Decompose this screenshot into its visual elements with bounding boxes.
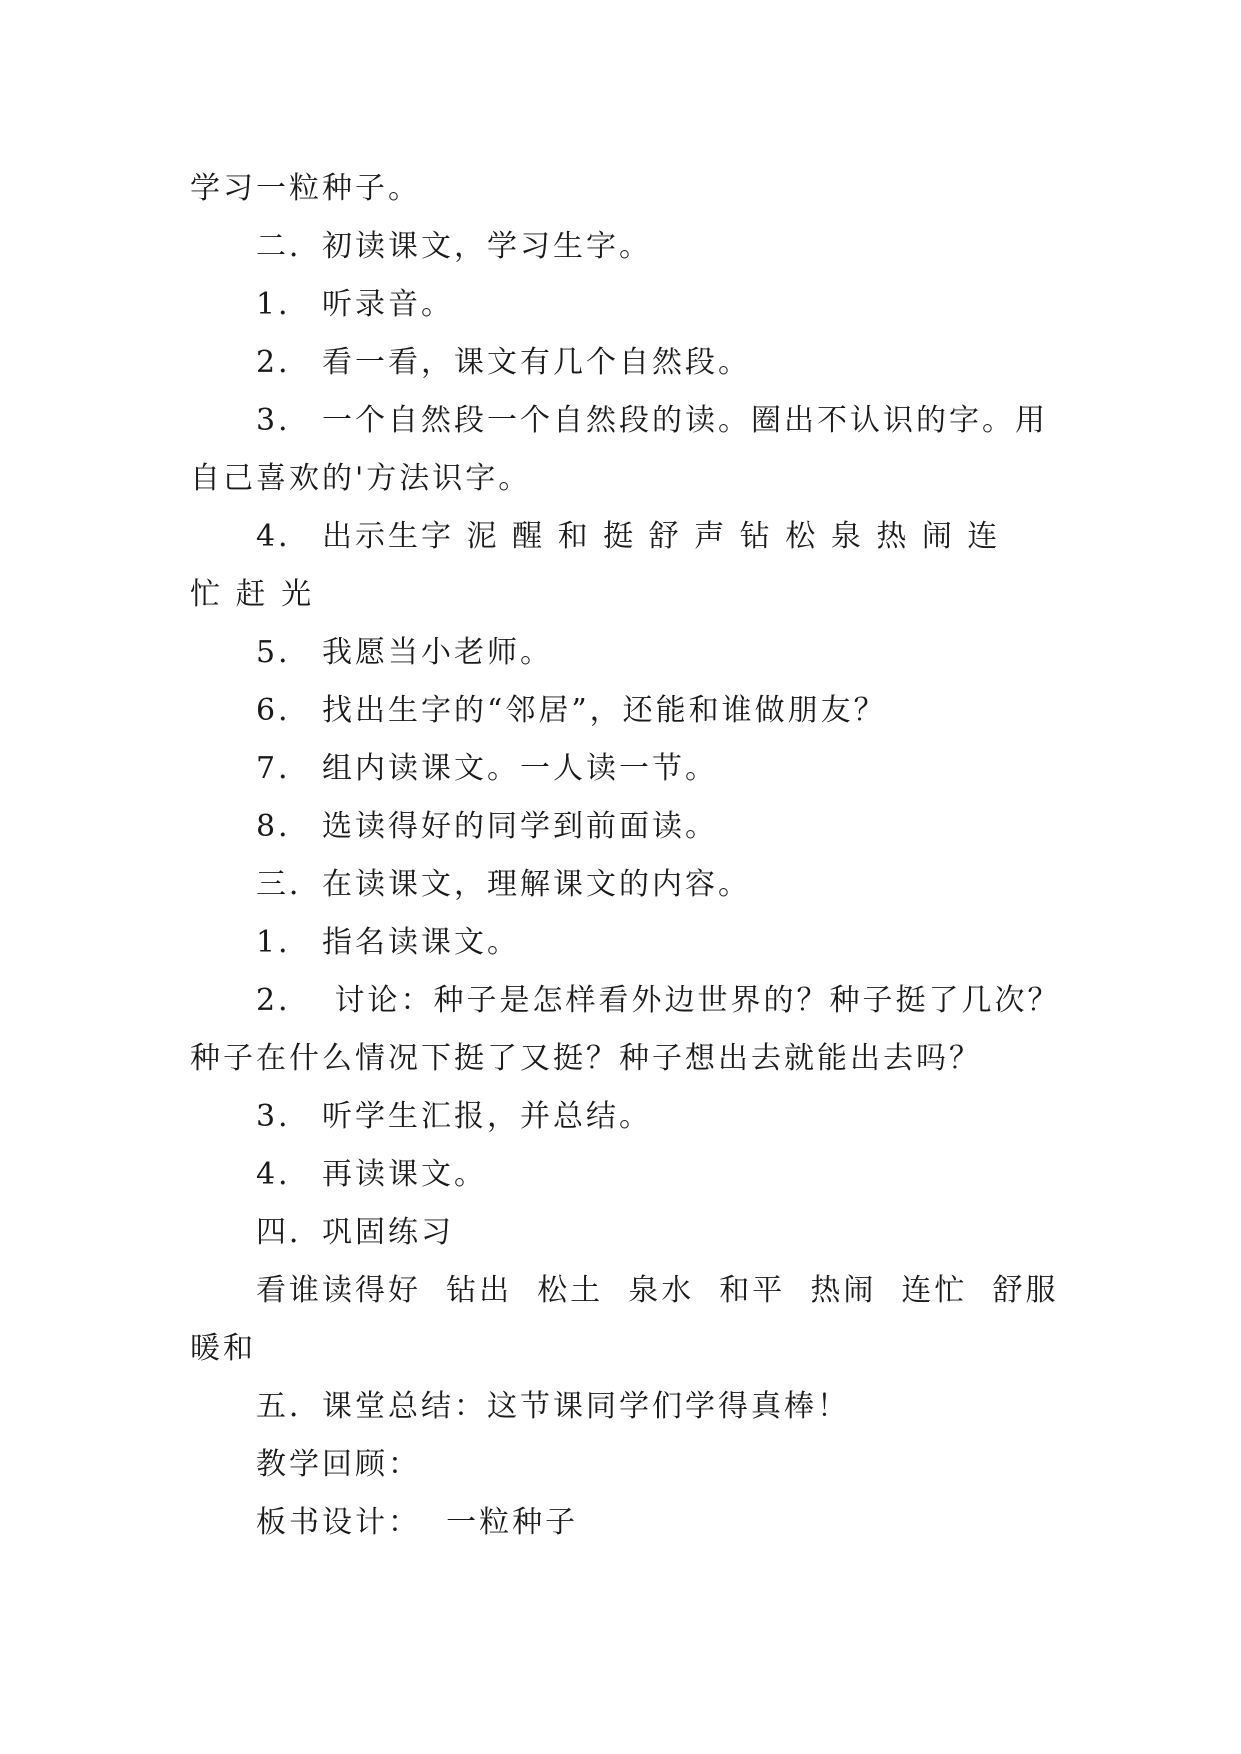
text-line	[190, 856, 1060, 914]
text-line	[190, 1088, 1060, 1146]
text-line	[190, 972, 1060, 1030]
line-text: 教学回顾：	[256, 1447, 421, 1482]
list-number: 2．	[256, 345, 312, 380]
text-line	[190, 450, 1060, 508]
text-line	[190, 334, 1060, 392]
line-text: 五．课堂总结：这节课同学们学得真棒！	[256, 1389, 850, 1424]
text-line	[190, 392, 1060, 450]
list-number: 5．	[256, 635, 312, 670]
list-number: 3．	[256, 1099, 312, 1134]
line-text: 学习一粒种子。	[190, 171, 421, 206]
text-line	[190, 1494, 1060, 1552]
list-number: 1．	[256, 925, 312, 960]
line-text: 出示生字 泥 醒 和 挺 舒 声 钻 松 泉 热 闹 连	[322, 519, 1001, 554]
line-text: 指名读课文。	[322, 925, 520, 960]
text-line	[190, 624, 1060, 682]
list-number: 4．	[256, 519, 312, 554]
text-line	[190, 1320, 1060, 1378]
text-line	[190, 914, 1060, 972]
list-number: 4．	[256, 1157, 312, 1192]
line-text: 选读得好的同学到前面读。	[322, 809, 718, 844]
list-number: 6．	[256, 693, 312, 728]
text-line	[190, 1030, 1060, 1088]
list-number: 8．	[256, 809, 312, 844]
line-text: 听学生汇报，并总结。	[322, 1099, 652, 1134]
line-text: 种子在什么情况下挺了又挺？种子想出去就能出去吗？	[190, 1041, 982, 1076]
line-text: 四．巩固练习	[256, 1215, 454, 1250]
line-text: 板书设计： 一粒种子	[256, 1505, 579, 1540]
list-number: 7．	[256, 751, 312, 786]
line-text: 我愿当小老师。	[322, 635, 553, 670]
text-line	[190, 160, 1060, 218]
line-text: 看一看，课文有几个自然段。	[322, 345, 751, 380]
line-text: 忙 赶 光	[190, 577, 315, 612]
text-line	[190, 276, 1060, 334]
list-number: 3．	[256, 403, 312, 438]
document-body	[190, 160, 1060, 1552]
list-number: 2．	[256, 983, 312, 1018]
text-line	[190, 682, 1060, 740]
text-line	[190, 740, 1060, 798]
line-text: 再读课文。	[322, 1157, 487, 1192]
line-text: 看谁读得好 钻出 松土 泉水 和平 热闹 连忙 舒服	[256, 1273, 1059, 1308]
line-text: 一个自然段一个自然段的读。圈出不认识的字。用	[322, 403, 1048, 438]
line-text: 组内读课文。一人读一节。	[322, 751, 718, 786]
text-line	[190, 1378, 1060, 1436]
line-text: 找出生字的“邻居”，还能和谁做朋友？	[322, 693, 887, 728]
line-text: 听录音。	[322, 287, 454, 322]
line-text: 三．在读课文，理解课文的内容。	[256, 867, 751, 902]
text-line	[190, 1204, 1060, 1262]
text-line	[190, 566, 1060, 624]
text-line	[190, 218, 1060, 276]
text-line	[190, 1262, 1060, 1320]
text-line	[190, 508, 1060, 566]
line-text: 暖和	[190, 1331, 256, 1366]
text-line	[190, 1436, 1060, 1494]
line-text: 自己喜欢的'方法识字。	[190, 461, 532, 496]
line-text: 二．初读课文，学习生字。	[256, 229, 652, 264]
text-line	[190, 1146, 1060, 1204]
list-number: 1．	[256, 287, 312, 322]
line-text: 讨论：种子是怎样看外边世界的？种子挺了几次？	[322, 983, 1061, 1018]
text-line	[190, 798, 1060, 856]
